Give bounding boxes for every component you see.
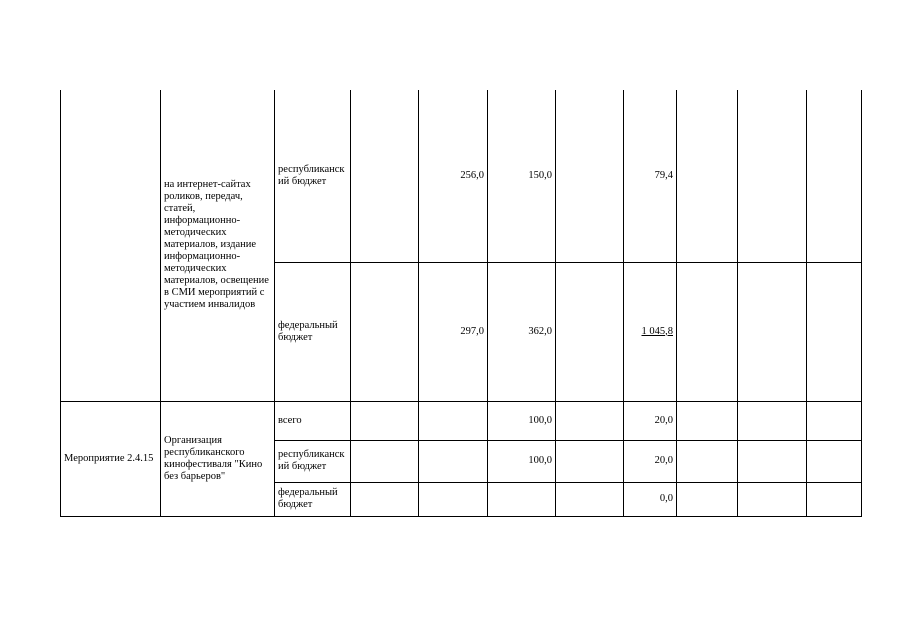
value-cell: 150,0: [488, 90, 556, 262]
measure-label-cell: Мероприятие 2.4.15: [61, 401, 161, 516]
value-cell: [419, 440, 488, 482]
measure-description-cell: Организация республиканского кинофестиваля "Кино без барьеров": [161, 401, 275, 516]
funding-source-cell: федеральный бюджет: [275, 262, 351, 401]
funding-source-cell: всего: [275, 401, 351, 440]
value-cell: [556, 262, 624, 401]
value-cell: [556, 482, 624, 516]
value-cell: [351, 90, 419, 262]
value-text: 1 045,8: [641, 325, 673, 337]
value-cell: [738, 90, 807, 262]
value-cell: [807, 401, 862, 440]
measure-description-cell: на интернет-сайтах роликов, передач, статей, информационно-методических материалов, издание информационно-методических материалов, освещение в СМИ мероприятий с участием инвалидов: [161, 90, 275, 401]
value-cell: [488, 482, 556, 516]
budget-table: [60, 90, 862, 517]
value-cell: [807, 262, 862, 401]
funding-source-cell: федеральный бюджет: [275, 482, 351, 516]
value-cell: 362,0: [488, 262, 556, 401]
value-cell: 0,0: [624, 482, 677, 516]
value-cell: [738, 262, 807, 401]
value-cell: [351, 262, 419, 401]
value-cell: [351, 482, 419, 516]
value-cell: 100,0: [488, 401, 556, 440]
value-cell: 297,0: [419, 262, 488, 401]
value-cell: [351, 401, 419, 440]
value-cell: 256,0: [419, 90, 488, 262]
value-cell: [738, 401, 807, 440]
value-cell: [807, 440, 862, 482]
value-cell: [677, 440, 738, 482]
value-cell: [677, 90, 738, 262]
value-cell: [419, 482, 488, 516]
value-cell: [351, 440, 419, 482]
value-cell: [807, 482, 862, 516]
value-cell: [738, 440, 807, 482]
value-cell: [556, 401, 624, 440]
value-cell: [419, 401, 488, 440]
funding-source-cell: республиканский бюджет: [275, 90, 351, 262]
value-cell: [677, 262, 738, 401]
table-row: [61, 401, 862, 440]
value-cell: [738, 482, 807, 516]
value-cell: [556, 90, 624, 262]
value-cell: [807, 90, 862, 262]
funding-source-cell: республиканский бюджет: [275, 440, 351, 482]
value-cell: [677, 482, 738, 516]
value-cell: [677, 401, 738, 440]
value-cell: 20,0: [624, 401, 677, 440]
value-cell: [624, 262, 677, 401]
table-row: [61, 90, 862, 262]
value-cell: 100,0: [488, 440, 556, 482]
value-cell: [556, 440, 624, 482]
value-cell: 79,4: [624, 90, 677, 262]
measure-label-cell: [61, 90, 161, 401]
value-cell: 20,0: [624, 440, 677, 482]
